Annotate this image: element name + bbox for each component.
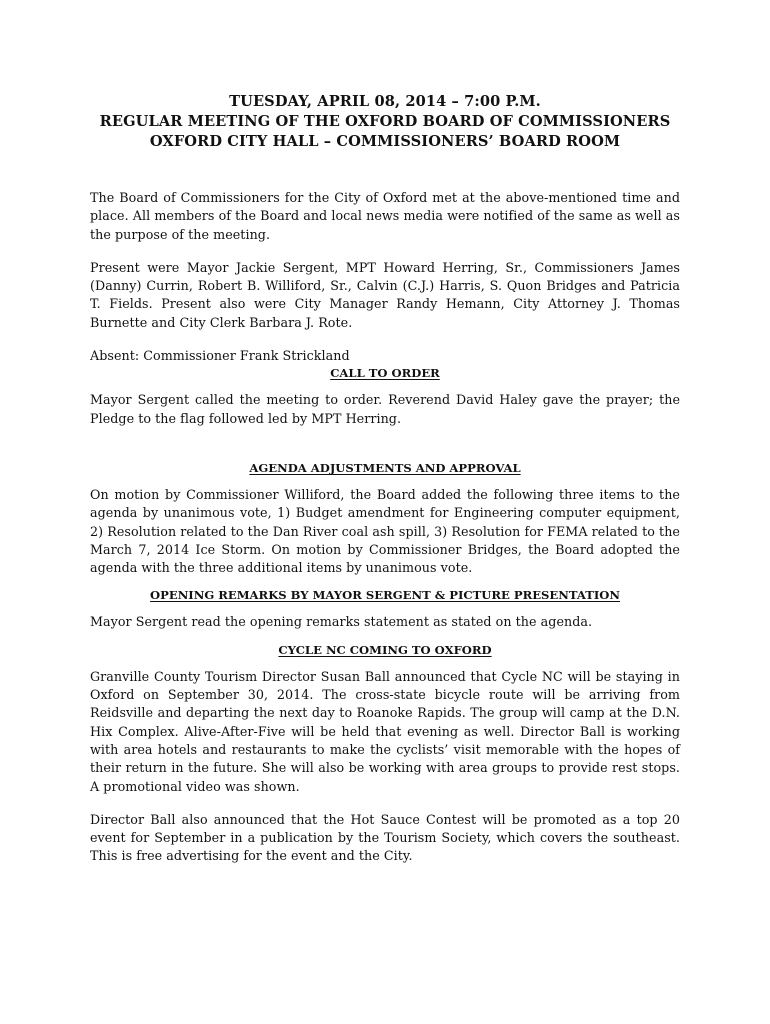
attendance-paragraph: Present were Mayor Jackie Sergent, MPT Howard Herring, Sr., Commissioners James (Danny) Currin, Robert B. Williford, Sr., Calvin (C.J.) Harris, S. Quon Bridges and Patricia T. Fields. Present also were City Manager Randy Hemann, City Attorney J. Thomas Burnette and City Clerk Barbara J. Rote.: [90, 259, 680, 330]
document-page: [90, 92, 680, 866]
document-title-block: [90, 92, 680, 152]
cycle-nc-paragraph: Granville County Tourism Director Susan Ball announced that Cycle NC will be staying in Oxford on September 30, 2014. The cross-state bicycle route will be arriving from Reidsville and departing the next day to Roanoke Rapids. The group will camp at the D.N. Hix Complex. Alive-After-Five will be held that evening as well. Director Ball is working with area hotels and restaurants to make the cyclists’ visit memorable with the hopes of their return in the future. She will also be working with area groups to provide rest stops. A promotional video was shown.: [90, 668, 680, 794]
agenda-paragraph: On motion by Commissioner Williford, the Board added the following three items to the agenda by unanimous vote, 1) Budget amendment for Engineering computer equipment, 2) Resolution related to the Dan River coal ash spill, 3) Resolution for FEMA related to the March 7, 2014 Ice Storm. On motion by Commissioner Bridges, the Board adopted the agenda with the three additional items by unanimous vote.: [90, 486, 680, 576]
opening-remarks-heading: OPENING REMARKS BY MAYOR SERGENT & PICTURE PRESENTATION: [150, 588, 620, 603]
call-to-order-heading: CALL TO ORDER: [330, 366, 440, 381]
meeting-type-title: REGULAR MEETING OF THE OXFORD BOARD OF COMMISSIONERS: [99, 113, 671, 130]
absent-paragraph: Absent: Commissioner Frank Strickland: [90, 348, 350, 364]
meeting-location-title: OXFORD CITY HALL – COMMISSIONERS’ BOARD ROOM: [149, 133, 621, 150]
intro-paragraph: The Board of Commissioners for the City of Oxford met at the above-mentioned time and place. All members of the Board and local news media were notified of the same as well as the purpose of the meeting.: [90, 190, 680, 242]
meeting-date-title: TUESDAY, APRIL 08, 2014 – 7:00 P.M.: [229, 93, 541, 110]
cycle-nc-heading: CYCLE NC COMING TO OXFORD: [278, 642, 492, 657]
agenda-heading: AGENDA ADJUSTMENTS AND APPROVAL: [249, 460, 521, 475]
opening-remarks-paragraph: Mayor Sergent read the opening remarks statement as stated on the agenda.: [90, 614, 593, 630]
hot-sauce-paragraph: Director Ball also announced that the Hot Sauce Contest will be promoted as a top 20 event for September in a publication by the Tourism Society, which covers the southeast. This is free advertising for the event and the City.: [90, 811, 680, 864]
call-to-order-paragraph: Mayor Sergent called the meeting to order. Reverend David Haley gave the prayer; the Pledge to the flag followed led by MPT Herring.: [90, 392, 680, 426]
